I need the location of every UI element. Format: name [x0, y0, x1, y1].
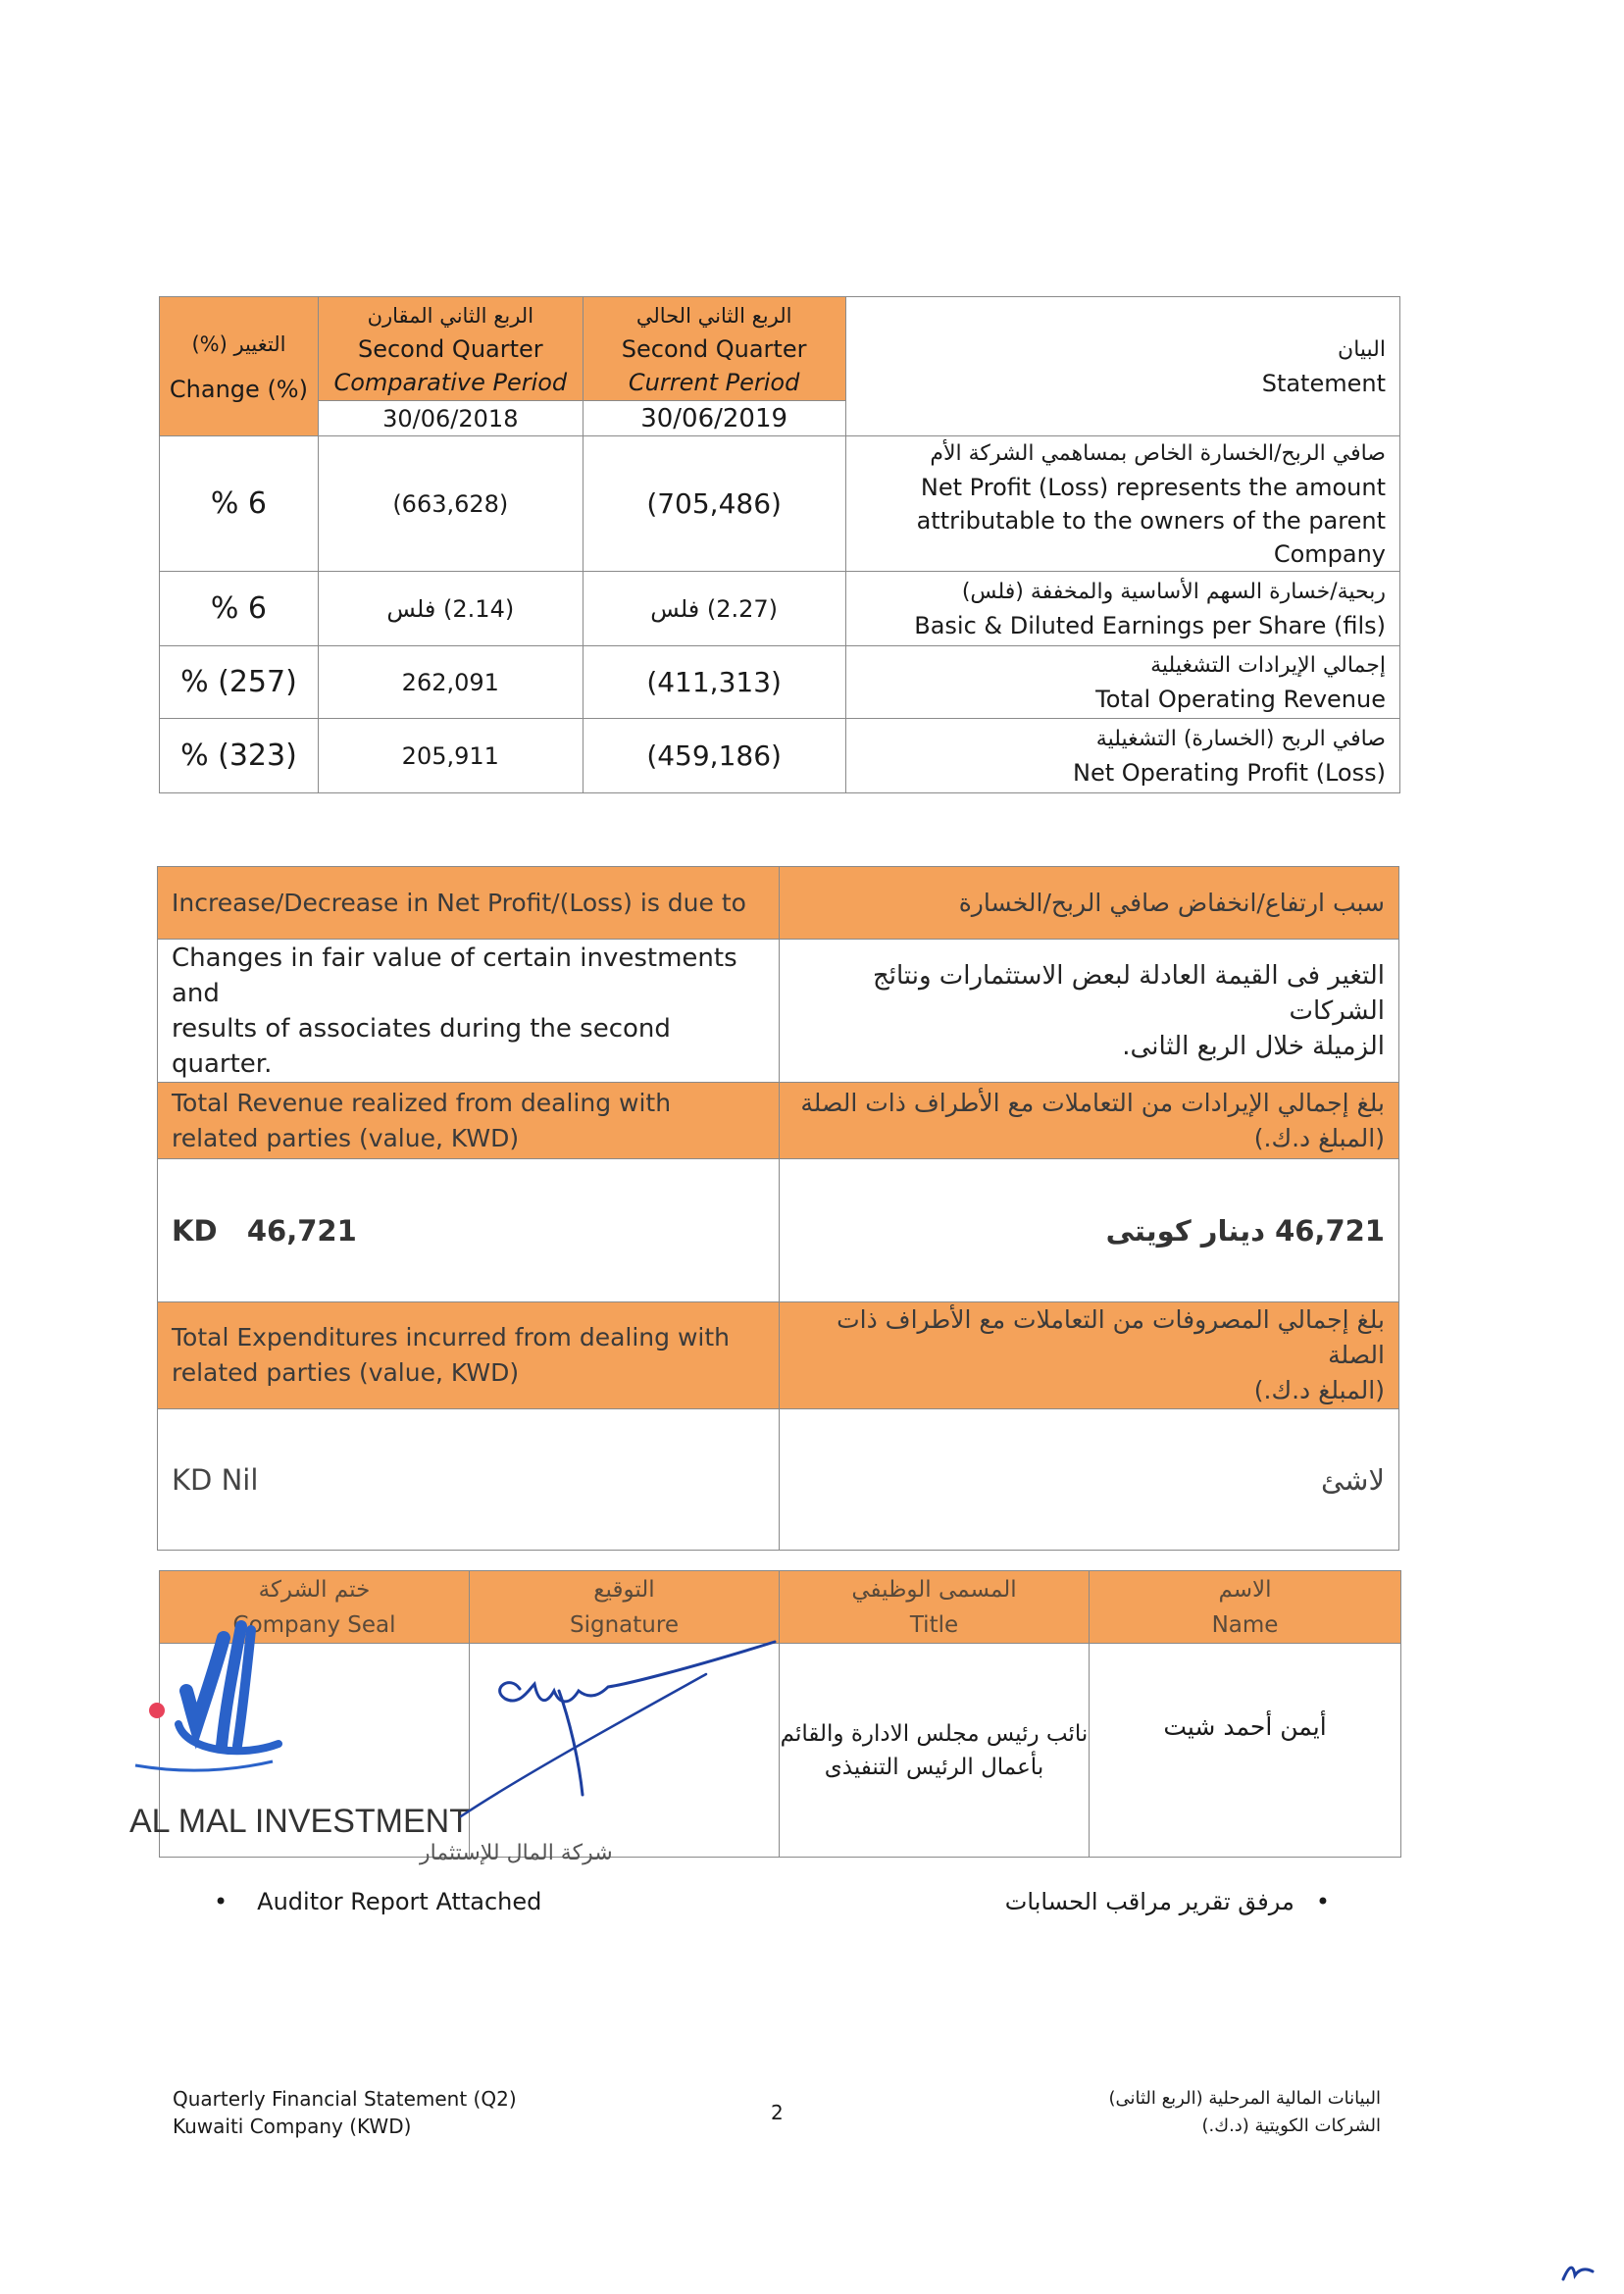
- expenditure-header-ar: بلغ إجمالي المصروفات من التعاملات مع الأطراف ذات الصلة (المبلغ د.ك.): [780, 1302, 1399, 1409]
- table-row: [160, 572, 1400, 646]
- comparative-value: 205,911: [318, 719, 583, 793]
- signature-header: التوقيع Signature: [470, 1571, 780, 1644]
- statement-label: صافي الربح/الخسارة الخاص بمساهمي الشركة الأم Net Profit (Loss) represents the amount attributable to the owners of the parent Company: [845, 436, 1399, 572]
- comparative-date: 30/06/2018: [318, 401, 583, 436]
- statement-label: إجمالي الإيرادات التشغيلية Total Operating Revenue: [845, 646, 1399, 719]
- reason-header-en: Increase/Decrease in Net Profit/(Loss) is due to: [158, 867, 780, 940]
- logo-text-ar: شركة المال للإستثمار: [420, 1841, 613, 1865]
- name-value: أيمن أحمد شيت: [1090, 1644, 1401, 1858]
- current-date: 30/06/2019: [583, 401, 845, 436]
- company-logo-seal: [126, 1608, 613, 1883]
- footer-right: البيانات المالية المرحلية (الربع الثانى) الشركات الكويتية (د.ك.): [1108, 2088, 1381, 2136]
- expenditure-value-en: KD Nil: [158, 1409, 780, 1551]
- statement-header: البيان Statement: [845, 297, 1399, 436]
- change-value: % 6: [160, 572, 319, 646]
- bullet-icon: •: [214, 1888, 228, 1915]
- profit-reason-table: [157, 866, 1399, 1551]
- current-value: (2.27) فلس: [583, 572, 845, 646]
- table-row: [160, 719, 1400, 793]
- bullet-icon: •: [1315, 1888, 1330, 1915]
- reason-text-en: Changes in fair value of certain investments and results of associates during the second quarter.: [158, 940, 780, 1083]
- change-header: التغيير (%) Change (%): [160, 297, 319, 436]
- comparative-value: (663,628): [318, 436, 583, 572]
- comparative-period-header: الربع الثاني المقارن Second Quarter Comparative Period: [318, 297, 583, 401]
- revenue-value-en: KD 46,721: [158, 1159, 780, 1302]
- company-seal-header: ختم الشركة Company Seal: [160, 1571, 470, 1644]
- change-value: % (323): [160, 719, 319, 793]
- change-value: % (257): [160, 646, 319, 719]
- comparative-value: 262,091: [318, 646, 583, 719]
- reason-header-ar: سبب ارتفاع/انخفاض صافي الربح/الخسارة: [780, 867, 1399, 940]
- handwritten-signature: [461, 1630, 785, 1826]
- expenditure-value-ar: لاشئ: [780, 1409, 1399, 1551]
- name-header: الاسم Name: [1090, 1571, 1401, 1644]
- page-number: 2: [771, 2101, 784, 2124]
- comparative-value: (2.14) فلس: [318, 572, 583, 646]
- statement-label: ربحية/خسارة السهم الأساسية والمخففة (فلس) Basic & Diluted Earnings per Share (fils): [845, 572, 1399, 646]
- current-value: (411,313): [583, 646, 845, 719]
- statement-label: صافي الربح (الخسارة) التشغيلية Net Operating Profit (Loss): [845, 719, 1399, 793]
- current-value: (705,486): [583, 436, 845, 572]
- revenue-header-ar: بلغ إجمالي الإيرادات من التعاملات مع الأطراف ذات الصلة (المبلغ د.ك.): [780, 1083, 1399, 1159]
- auditor-note-en: • Auditor Report Attached: [214, 1888, 542, 1915]
- table-row: [160, 646, 1400, 719]
- current-value: (459,186): [583, 719, 845, 793]
- auditor-note-ar: •مرفق تقرير مراقب الحسابات: [1004, 1888, 1330, 1915]
- logo-text-en: AL MAL INVESTMENT: [129, 1803, 470, 1840]
- title-value: نائب رئيس مجلس الادارة والقائم بأعمال الرئيس التنفيذى: [780, 1644, 1090, 1858]
- title-header: المسمى الوظيفي Title: [780, 1571, 1090, 1644]
- quarterly-results-table: [159, 296, 1400, 793]
- reason-text-ar: التغير فى القيمة العادلة لبعض الاستثمارات ونتائج الشركات الزميلة خلال الربع الثانى.: [780, 940, 1399, 1083]
- expenditure-header-en: Total Expenditures incurred from dealing with related parties (value, KWD): [158, 1302, 780, 1409]
- revenue-value-ar: 46,721 دينار كويتى: [780, 1159, 1399, 1302]
- change-value: % 6: [160, 436, 319, 572]
- current-period-header: الربع الثاني الحالي Second Quarter Current Period: [583, 297, 845, 401]
- table-row: [160, 436, 1400, 572]
- revenue-header-en: Total Revenue realized from dealing with related parties (value, KWD): [158, 1083, 780, 1159]
- footer-left: Quarterly Financial Statement (Q2) Kuwaiti Company (KWD): [173, 2087, 517, 2138]
- corner-initials-mark: [1559, 2256, 1599, 2285]
